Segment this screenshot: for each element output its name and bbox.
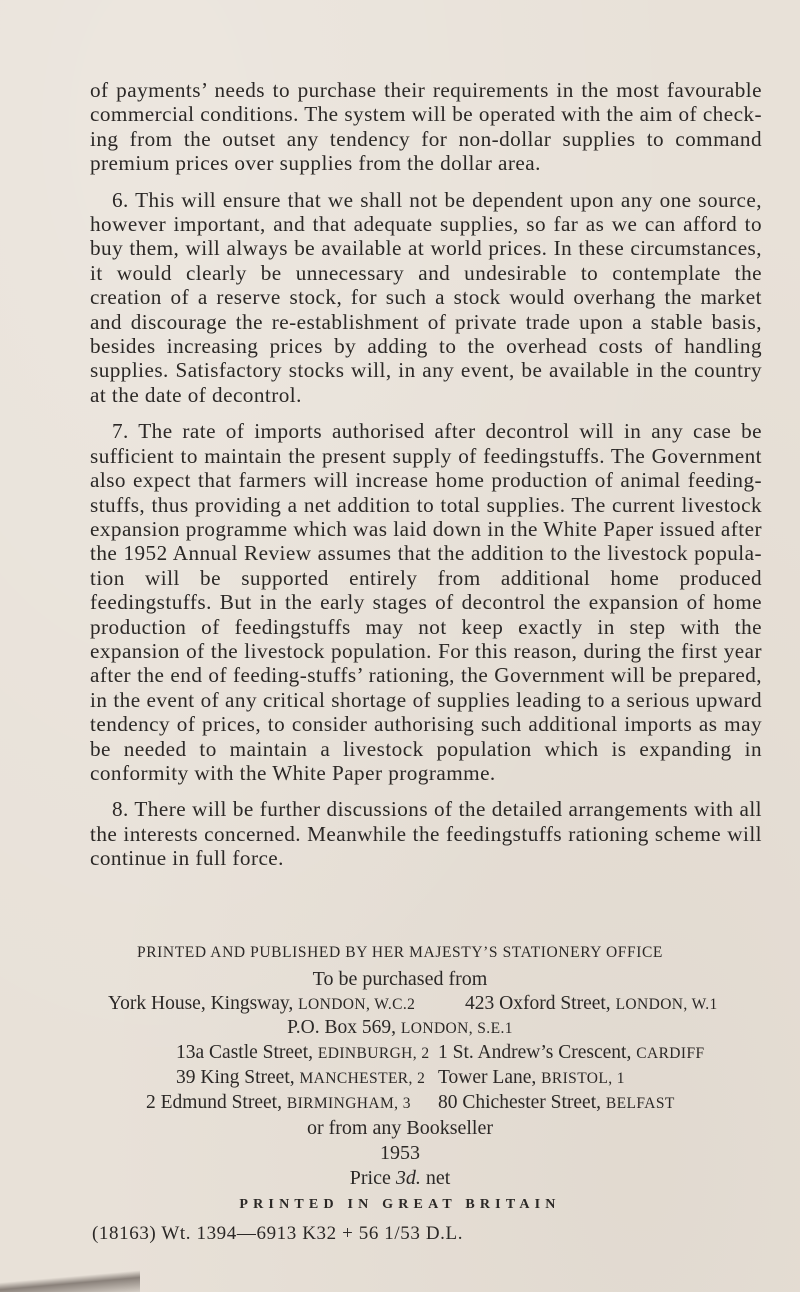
address-street: P.O. Box 569, [287,1017,397,1038]
address-street: Tower Lane, [438,1067,537,1088]
paragraph-continuation: of payments’ needs to purchase their requirements in the most favourable commercial conditions. The system will be operated with the aim of check-ing from the outset any tendency for non-dollar supplies to command premium prices over supplies from the dollar area. [90,78,762,176]
address-street: 1 St. Andrew’s Crescent, [438,1042,632,1063]
address-birmingham [146,1092,411,1114]
address-street: York House, Kingsway, [108,993,294,1014]
address-city: BRISTOL, 1 [541,1070,625,1087]
address-city: EDINBURGH, 2 [317,1045,430,1062]
page-edge-shadow [0,1268,140,1292]
address-city: LONDON, W.C.2 [298,996,416,1013]
address-city: LONDON, W.1 [615,996,718,1013]
address-pobox [0,1017,800,1039]
address-city: CARDIFF [636,1045,705,1062]
body-text [90,78,762,883]
publisher-line: PRINTED AND PUBLISHED BY HER MAJESTY’S STATIONERY OFFICE [137,944,663,961]
printed-in-line: PRINTED IN GREAT BRITAIN [239,1197,561,1212]
price-suffix: net [425,1167,451,1189]
address-manchester [176,1067,425,1089]
address-city: BIRMINGHAM, 3 [286,1095,411,1112]
bookseller-line: or from any Bookseller [306,1117,494,1139]
purchased-from-line: To be purchased from [312,968,488,990]
paragraph-6: 6. This will ensure that we shall not be dependent upon any one source, however important, and that adequate supplies, so far as we can afford to buy them, will always be available at world prices. In these circumstances, it would clearly be unnecessary and undesirable to contemplate the creation of a reserve stock, for such a stock would overhang the market and discourage the re-establishment of private trade upon a stable basis, besides increasing prices by adding to the overhead costs of handling supplies. Satisfactory stocks will, in any event, be available in the country at the date of decontrol. [90,187,762,407]
address-bristol [438,1067,625,1089]
price-label: Price [349,1167,391,1189]
print-code-line: (18163) Wt. 1394—6913 K32 + 56 1/53 D.L. [92,1223,464,1244]
address-street: 2 Edmund Street, [146,1092,282,1113]
paragraph-8: 8. There will be further discussions of the detailed arrangements with all the interests concerned. Meanwhile the feedingstuffs rationing scheme will continue in full force. [90,797,762,871]
paragraph-7: 7. The rate of imports authorised after decontrol will in any case be sufficient to maintain the present supply of feedingstuffs. The Government also expect that farmers will increase home production of animal feeding-stuffs, thus providing a net addition to total supplies. The current livestock expansion programme which was laid down in the White Paper issued after the 1952 Annual Review assumes that the addition to the livestock popula-tion will be supported entirely from additional home produced feedingstuffs. But in the early stages of decontrol the expansion of home production of feedingstuffs may not keep exactly in step with the expansion of the livestock population. For this reason, during the first year after the end of feeding-stuffs’ rationing, the Government will be prepared, in the event of any critical shortage of supplies leading to a serious upward tendency of prices, to consider authorising such additional imports as may be needed to maintain a livestock population which is expanding in conformity with the White Paper programme. [90,419,762,785]
address-edinburgh [176,1042,429,1064]
address-street: 13a Castle Street, [176,1042,314,1063]
address-london-kingsway [108,993,415,1015]
address-city: BELFAST [605,1095,675,1112]
year-line: 1953 [380,1142,420,1164]
address-street: 80 Chichester Street, [438,1092,601,1113]
address-city: LONDON, S.E.1 [400,1020,513,1037]
price-value: 3d. [395,1167,421,1189]
address-street: 423 Oxford Street, [465,993,611,1014]
address-belfast [438,1092,675,1114]
address-street: 39 King Street, [176,1067,295,1088]
address-city: MANCHESTER, 2 [299,1070,426,1087]
address-london-oxford [465,993,718,1015]
price-line [0,1167,800,1190]
address-cardiff [438,1042,705,1064]
